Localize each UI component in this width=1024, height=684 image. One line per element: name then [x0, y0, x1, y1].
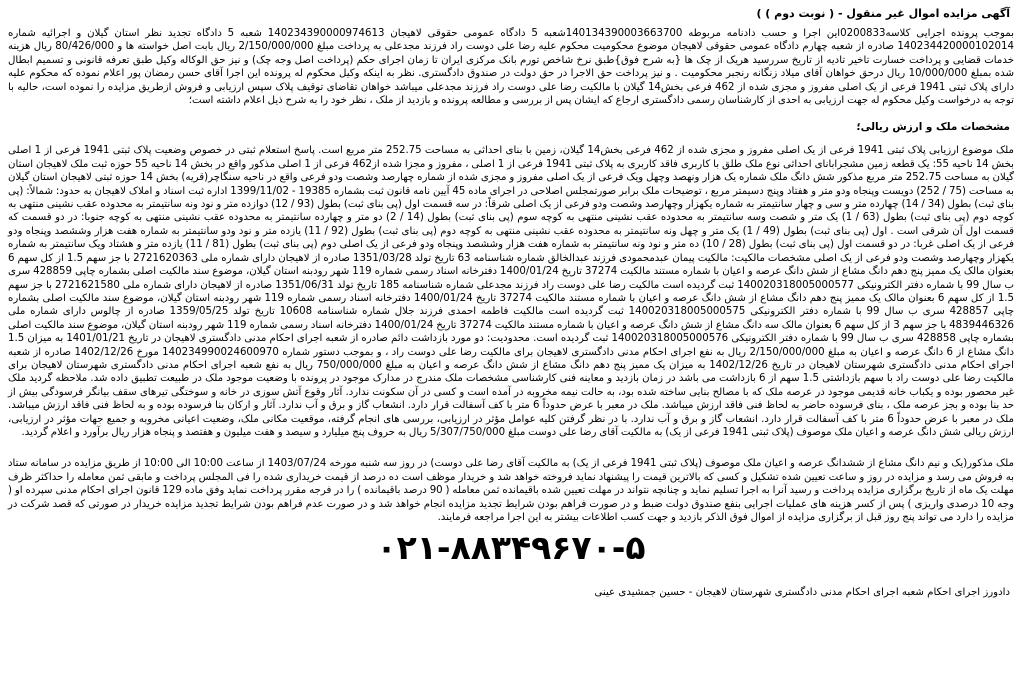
notice-title: آگهی مزایده اموال غیر منقول - ( نوبت دوم ) ) — [756, 7, 1010, 20]
auction-sale-paragraph: ملک مذکور(یک و نیم دانگ مشاع از ششدانگ عرصه و اعیان ملک موصوف (پلاک ثبتی 1941 فرعی از یک) به مالکیت آقای رضا علی دوست) در روز سه شنبه مورخه 1403/07/24 از ساعت 10:00 الی 10:00 از طریق مزایده در سامانه ستاد به فروش می رسد و مزایده در روز و ساعت تعیین شده تشکیل و کسی که بالاترین قیمت را پیشنهاد نماید فروخته خواهد شد و خریدار موظف است ده درصد از قیمت خریداری شده را فی المجلس پرداخت و مابقی ثمن معامله را حداکثر ظرف مهلت یک ماه از تاریخ برگزاری مزایده پرداخت و رسید آنرا به اجرا تسلیم نماید و چنانچه نتواند در مهلت تعیین شده باقیمانده ثمن معامله ( 90 درصد باقیمانده ) را در فرجه مقرر پرداخت نماید وفق ماده 129 قانون اجرای احکام مدنی سپرده او ( وجه 10 درصدی واریزی ) پس از کسر هزینه های عملیات اجرایی بنفع صندوق دولت ضبط و در صورت فراهم بودن شرایط تجدید مزایده انجام خواهد شد و در صورت عدم فراهم بودن شرایط تجدید مزایده خریدار در صورتی که قصد شرکت در مزایده را دارد می تواند پنج روز قبل از برگزاری مزایده از اموال فوق الذکر بازدید و جهت کسب اطلاعات بیشتر به این اجرا مراجعه فرمایند. — [8, 458, 1014, 523]
phone-banner — [8, 528, 1014, 568]
phone-number: ۰۲۱-۸۸۳۴۹۶۷۰-۵ — [376, 528, 646, 568]
property-spec-paragraph: ملک موضوع ارزیابی پلاک ثبتی 1941 فرعی از یک اصلی مفروز و مجزی شده از 462 فرعی بخش14 گیلان، زمین با بنای احداثی به مساحت 252.75 متر مربع است. پاسخ استعلام ثبتی در خصوص وضعیت پلاک ثبتی 1941 فرعی از 1 اصلی بخش 14 ناحیه 55: یک قطعه زمین مشجرابانای احداثی نوع ملک طلق با کاربری فاقد کاربری به پلاک ثبتی 1941 فرعی از 1 اصلی ، مفروز و مجزا شده از462 فرعی از 1 اصلی مذکور واقع در بخش 14 ناحیه 55 حوزه ثبت ملک لاهیجان استان گیلان به مساحت 252.75 متر مربع مذکور شش دانگ ملک شماره یک هزار ونهصد وچهل ویک فرعی از یک اصلی مفروز و مجزی شده از شماره چهارصد وشصت ودو فرعی واقع در ناحیه سنگاچر(قریه) بخش 14 حوزه ثبتی لاهیجان استان گیلان به مساحت (75 / 252) دویست وپنجاه ودو متر و هفتاد وپنج دسیمتر مربع ، توضیحات ملک برابر صورتمجلس اصلاحی در اجرای ماده 45 آیین نامه قانون ثبت بشماره 19385 - 1399/11/02 اداره ثبت اسناد و املاک لاهیجان به حدود: شمالاً: (پی بنای ثبت) بطول (34 / 14) چهارده متر و سی و چهار سانتیمتر به شماره یکهزار وچهارصد وشصت ودو فرعی از یک اصلی شرقاً: در سه قسمت اول (پی بنای ثبت) بطول (93 / 12) دوازده متر و نود ونه سانتیمتر به محدوده عقب نشینی منتهی به کوچه دوم (پی بنای ثبت) بطول (63 / 1) یک متر و شصت وسه سانتیمتر به محدوده عقب نشینی منتهی به کوچه سوم (پی بنای ثبت) بطول (14 / 2) دو متر و چهارده سانتیمتر به محدوده عقب نشینی منتهی به کوچه جنوبا: در دو قسمت که قسمت اول آن شرقی است . اول (پی بنای ثبت) بطول (49 / 1) یک متر و چهل ونه سانتیمتر به محدوده عقب نشینی منتهی به کوچه دوم (پی بنای ثبت) بطول (92 / 11) یازده متر و نود ودو سانتیمتر به شماره هفت هزار وششصد وپنجاه ودو فرعی از یک اصلی غربا: در دو قسمت اول (پی بنای ثبت) بطول (28 / 10) ده متر و نود ونه سانتیمتر به شماره هفت هزار وششصد وپنجاه ودو فرعی از یک اصلی دوم (پی بنای ثبت) بطول (81 / 11) یازده متر و هشتاد ویک سانتیمتر به شماره یکهزار وچهارصد وشصت ودو فرعی از یک اصلی مشخصات مالکیت: مالکیت پیمان عبدمحمودی فرزند عبدالخالق شماره شناسنامه 63 تاریخ تولد 1351/03/28 صادره از لاهیجان دارای شماره ملی 2721620363 با جز سهم 1.5 از کل سهم 6 بعنوان مالک یک ممیز پنج دهم دانگ مشاع از شش دانگ عرصه و اعیان با شماره مستند مالکیت 37274 تاریخ 1400/01/24 دفترخانه اسناد رسمی شماره 119 شهر رودبنه استان گیلان، موضوع سند مالکیت اصلی بشماره چاپی 428859 سری ب سال 99 با شماره دفتر الکترونیکی 140020318005000577 ثبت گردیده است مالکیت رضا علی دوست راد فرزند مجدعلی شماره شناسنامه 185 تاریخ تولد 1351/06/31 صادره از لاهیجان دارای شماره ملی 2721621580 با جز سهم 1.5 از کل سهم 6 بعنوان مالک یک ممیز پنج دهم دانگ مشاع از شش دانگ عرصه و اعیان با شماره مستند مالکیت 37274 تاریخ 1400/01/24 دفترخانه اسناد رسمی شماره 119 شهر رودبنه استان گیلان، موضوع سند مالکیت اصلی بشماره چاپی 428857 سری ب سال 99 با شماره دفتر الکترونیکی 140020318005000575 ثبت گردیده است مالکیت فاطمه احمدی فرزند جلال شماره شناسنامه 10608 تاریخ تولد 1359/05/25 صادره از چالوس دارای شماره ملی 4839446326 با جز سهم 3 از کل سهم 6 بعنوان مالک سه دانگ مشاع از شش دانگ عرصه و اعیان با شماره مستند مالکیت 37274 تاریخ 1400/01/24 دفترخانه اسناد رسمی شماره 119 شهر رودبنه استان گیلان، موضوع سند مالکیت اصلی بشماره چاپی 428858 سری ب سال 99 با شماره دفتر الکترونیکی 140020318005000576 ثبت گردیده است. محدودیت: دو مورد بازداشت دائم صادره از شعبه اجرای احکام مدنی دادگستری لاهیجان در تاریخ 1401/01/21 به میزان 1.5 دانگ مشاع از 6 دانگ عرصه و اعیان به مبلغ 2/150/000/000 ریال به نفع اجرای احکام مدنی دادگستری لاهیجان برای مالکیت رضا علی دوست راد ، و بموجب دستور شماره 140234990024600970 مورخ 1402/12/26 صادره از شعبه اجرای احکام مدنی دادگستری شهرستان لاهیجان در تاریخ 1402/12/26 به میزان یک ممیز پنج دهم دانگ مشاع از شش دانگ عرصه و اعیان به مبلغ 750/000/000 ریال به نفع شعبه اجرای احکام مدنی دادگستری شهرستان لاهیجان برای مالکیت رضا علی دوست راد با سهم بازداشتی 1.5 سهم از 6 بازداشت می باشد در زمان بازدید و معاینه فنی کارشناسی مشخصات ملک مندرج در مدارک موجود در پرونده با وضعیت موجود ملک در طبیعت تطبیق داده شد. ملاحظه گردید ملک غیر محصور بوده و یکباب خانه قدیمی موجود در عرصه ملک که با مصالح بنایی ساخته شده بود، به حالت نیمه مخروبه در آمده است و کسی در آن سکونت ندارد. آثار وقوع آتش سوزی در خانه و سوختگی تیرهای سقف بیانگر فرسودگی بیش از حد بنا بوده و بجز عرصه ملک ، بنای فرسوده حاضر به لحاظ فنی فاقد ارزش میباشد. ملک در معبر با عرض حدوداً 6 متر با کف آسفالت قرار دارد. انشعاب گاز و برق و آب ندارد. آثار و ارکان بنا فرسوده بوده و به لحاظ فنی فاقد ارزش میباشد. ملک در معبر با عرض حدوداً 6 متر با کف آسفالت قرار دارد. انشعاب گاز و برق و آب ندارد. با در نظر گرفتن کلیه عوامل مؤثر در ارزیابی، بررسی های انجام گرفته، موقعیت مکانی ملک، وضعیت اعیانی مخروبه و جمیع جهات مؤثر در ارزیابی، ارزش ریالی شش دانگ عرصه و اعیان ملک موصوف (پلاک ثبتی 1941 فرعی از یک) به مالکیت آقای رضا علی دوست مبلغ 5/307/750/000 ریال به حروف پنج میلیارد و سیصد و هفت میلیون و هفتصد و پنجاه هزار ریال برآورد و اعلام گردید. — [8, 145, 1015, 438]
signature-line: دادورز اجرای احکام شعبه اجرای احکام مدنی دادگستری شهرستان لاهیجان - حسین جمشیدی عینی — [594, 587, 1010, 599]
property-spec-heading: مشخصات ملک و ارزش ریالی؛ — [856, 121, 1010, 134]
notice-intro-paragraph: بموجب پرونده اجرایی کلاسه0200833این اجرا و حسب دادنامه مربوطه 140134390003663700شعبه 5 دادگاه عمومی حقوقی لاهیجان 140234390000974613 شعبه 5 دادگاه تجدید نظر استان گیلان و اجرائیه شماره 140234420000102014 صادره از شعبه چهارم دادگاه عمومی حقوقی لاهیجان موضوع محکومیت محکوم علیه رضا علی دوست راد فرزند مجدعلی به پرداخت مبلغ 2/150/000/000 ریال بابت اصل خواسته ها و 80/426/000 ریال هزینه خدمات قضایی و پرداخت خسارت تاخیر تادیه از تاریخ سررسید هریک از چک ها {به شرح فوق}طبق نرخ شاخص تورم بانک مرکزی ایران تا زمان اجرای حکم (پرداخت اصل وجه چک) و نیز حق الوکاله وکیل طبق تعرفه قانونی و تسمیم ابطال شده بمبلغ 10/000/000 ریال درحق خواهان آقای میلاد زنگانه رنجبر محکومیت . و نیز پرداخت حق الاجرا در حق دولت در صندوق دادگستری. نظر به اینکه وکیل محکوم له پرونده این اجرا آقای حسن رمضان پور اعلام نموده که محکوم علیه دارای پلاک ثبتی 1941 فرعی از یک اصلی مفروز و مجزی شده از 462 فرعی بخش14 گیلان با مالکیت رضا علی دوست راد فرزند مجدعلی میباشد خواهان تقاضای توقیف پلاک سپس ارزیابی و فروش ازطریق مزایده را نموده است، حالیه با توجه به درخواست وکیل محکوم له جهت ارزیابی به احدی از کارشناسان رسمی دادگستری ارجاع که ایشان پس از بررسی و مطالعه پرونده و بازدید از ملک ، نظر خود را به شرح ذیل اعلام داشته است؛ — [8, 28, 1014, 107]
